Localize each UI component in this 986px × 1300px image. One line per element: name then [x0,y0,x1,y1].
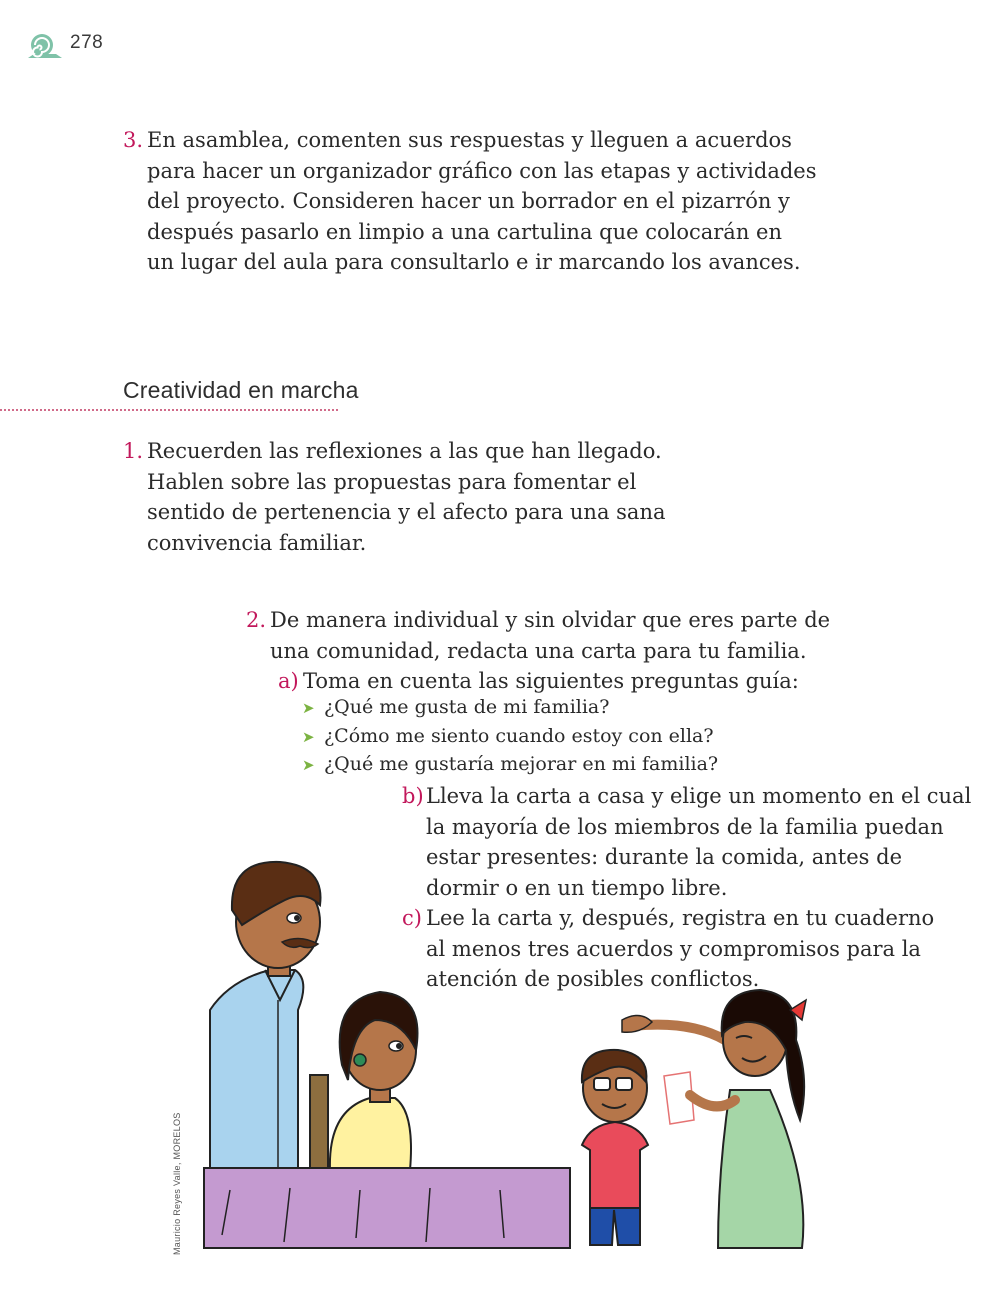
boy-figure [582,1050,648,1245]
activity-1-line: Hablen sobre las propuestas para fomentar el [147,469,637,494]
arrow-bullet-icon: ➤ [302,699,315,717]
father-figure [210,862,321,1170]
arrow-bullet-icon: ➤ [302,727,315,746]
guide-questions-list [302,694,718,780]
subitem-b-line: Lleva la carta a casa y elige un momento en el cual [426,784,972,808]
subitem-b-line: dormir o en un tiempo libre. [426,875,728,900]
subitem-a-text: Toma en cuenta las siguientes preguntas guía: [303,669,799,693]
table [204,1168,570,1248]
mother-figure [330,992,418,1170]
family-illustration [170,850,830,1260]
activity-3-line: un lugar del aula para consultarlo e ir marcando los avances. [147,250,801,274]
subitem-b-label: b) [402,784,424,808]
page-number: 278 [70,32,104,53]
activity-1-line: Recuerden las reflexiones a las que han llegado. [147,439,662,463]
activity-1-number: 1. [123,439,144,463]
section-title: Creatividad en marcha [123,377,359,403]
activity-3-number: 3. [123,128,144,152]
activity-3 [123,125,817,278]
subitem-c-label: c) [402,906,422,930]
arrow-bullet-icon: ➤ [302,756,315,774]
activity-3-line: después pasarlo en limpio a una cartulina que colocarán en [147,219,782,244]
activity-1-line: sentido de pertenencia y el afecto para una sana [147,500,666,524]
subitem-b-line: la mayoría de los miembros de la familia puedan [426,814,944,839]
subitem-b-line: estar presentes: durante la comida, antes de [426,845,902,869]
activity-3-line: para hacer un organizador gráfico con las etapas y actividades [147,158,817,183]
subitem-a-label: a) [278,669,299,693]
activity-1 [123,436,666,558]
list-item: ➤ ¿Qué me gusta de mi familia? [302,694,718,723]
subitem-c-line: Lee la carta y, después, registra en tu cuaderno [426,906,935,930]
activity-1-line: convivencia familiar. [147,530,367,555]
subitem-c-line: al menos tres acuerdos y compromisos para la [426,936,921,961]
snail-logo-icon [26,32,64,60]
activity-2 [246,605,830,666]
subitem-c-line: atención de posibles conflictos. [426,967,760,991]
girl-figure [622,990,806,1248]
activity-3-line: del proyecto. Consideren hacer un borrador en el pizarrón y [147,189,790,213]
activity-2-line: De manera individual y sin olvidar que eres parte de [270,608,831,632]
activity-2-number: 2. [246,608,267,632]
activity-3-line: En asamblea, comenten sus respuestas y lleguen a acuerdos [147,128,792,152]
subitem-a [278,666,799,697]
illustration-credit: Mauricio Reyes Valle, MORELOS [172,1112,182,1255]
list-item: ➤ ¿Cómo me siento cuando estoy con ella? [302,723,718,752]
section-divider [0,409,338,411]
activity-2-line: una comunidad, redacta una carta para tu familia. [270,638,807,663]
list-item: ➤ ¿Qué me gustaría mejorar en mi familia? [302,751,718,780]
